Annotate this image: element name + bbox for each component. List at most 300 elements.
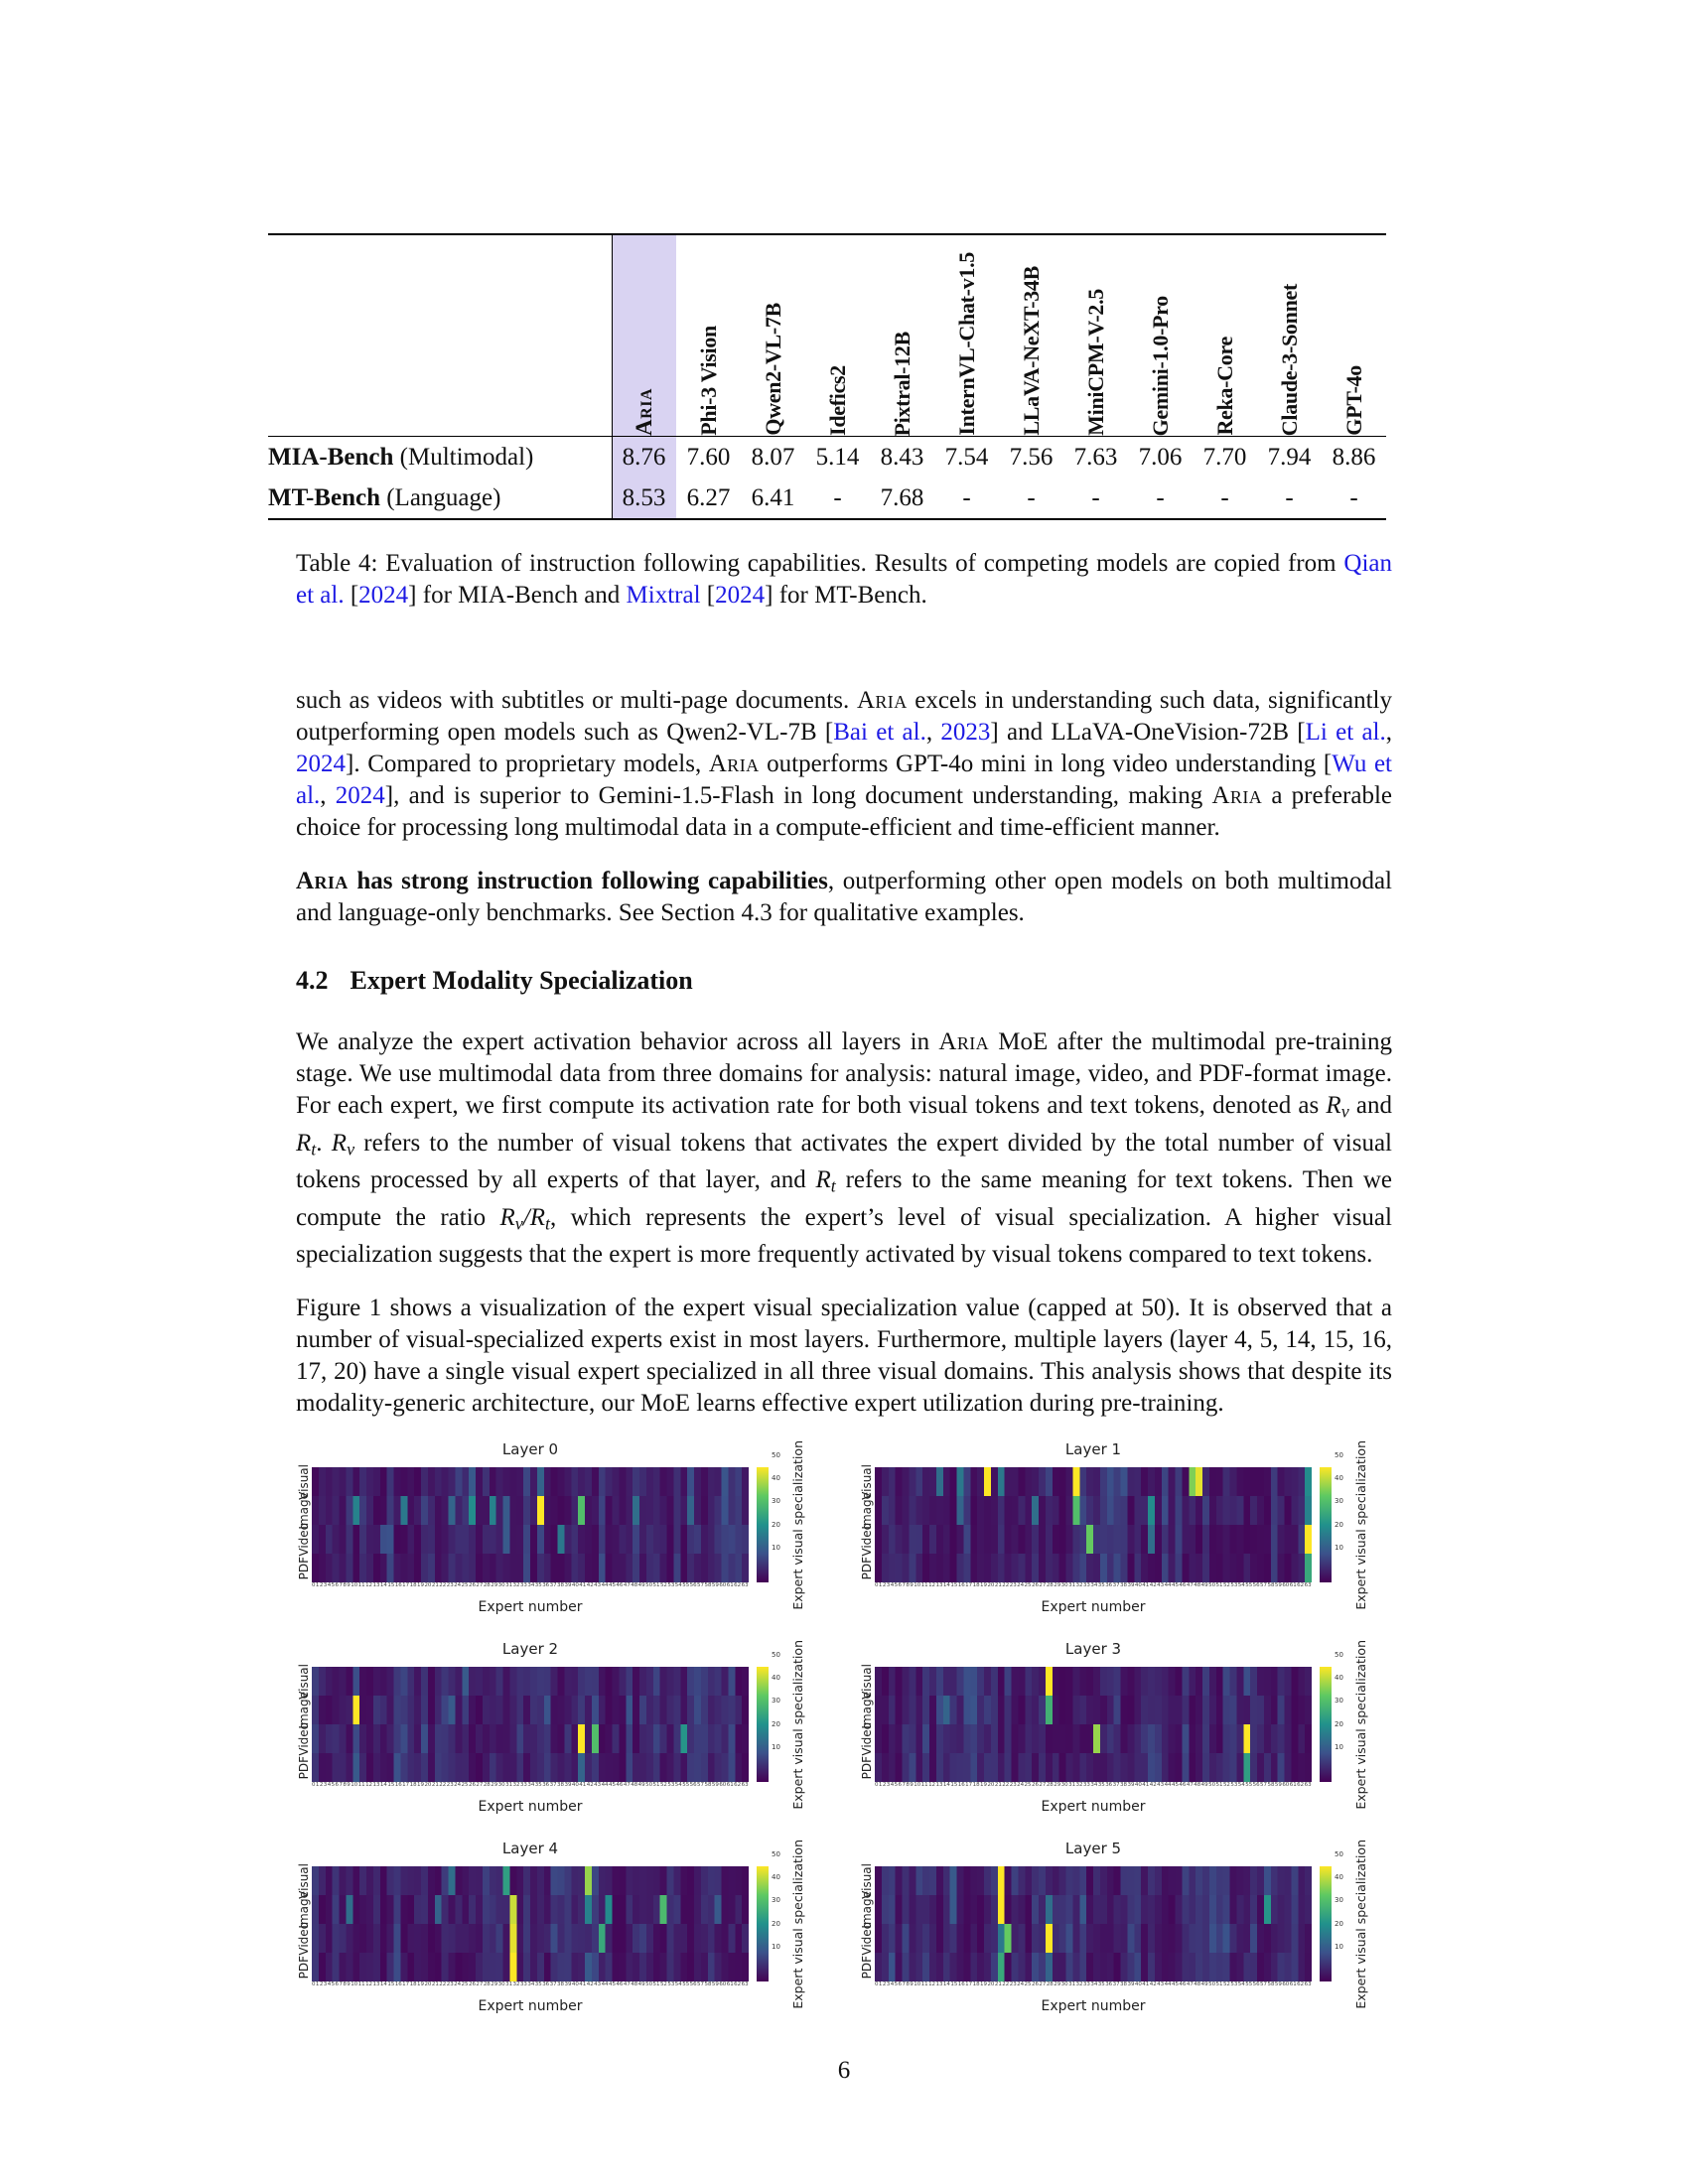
x-tick: 60: [1282, 1981, 1290, 1987]
citation-link[interactable]: Mixtral: [626, 582, 701, 609]
x-tick: 30: [1060, 1582, 1068, 1588]
text-segment: [: [344, 582, 359, 609]
x-tick: 12: [928, 1582, 936, 1588]
x-tick: 50: [645, 1582, 653, 1588]
x-tick: 57: [1260, 1981, 1268, 1987]
x-tick: 43: [594, 1981, 602, 1987]
x-tick: 6: [335, 1782, 340, 1788]
colorbar-tick-label: 10: [772, 1543, 780, 1552]
table-cell: 7.60: [686, 443, 731, 471]
x-tick: 10: [914, 1981, 921, 1987]
heatmap-panel: [859, 1433, 1392, 1623]
x-tick: 48: [631, 1782, 638, 1788]
text-segment: [: [700, 582, 716, 609]
colorbar-tick-label: 20: [772, 1520, 780, 1529]
y-tick-text: Image: [860, 1491, 874, 1530]
x-tick: 10: [351, 1782, 358, 1788]
x-tick: 17: [965, 1981, 973, 1987]
text-segment: Aria: [938, 1028, 990, 1055]
table-cell: 6.27: [686, 483, 731, 511]
colorbar-axis-text: Expert visual specialization: [790, 1839, 805, 2009]
table-vertical-rule: [612, 233, 613, 520]
x-tick: 63: [741, 1582, 749, 1588]
y-tick-label: [859, 1491, 875, 1530]
x-tick: 59: [1274, 1782, 1282, 1788]
y-tick-label: [296, 1953, 312, 1981]
x-tick: 1: [878, 1782, 883, 1788]
x-tick: 26: [468, 1582, 476, 1588]
x-tick: 18: [972, 1782, 980, 1788]
x-tick: 62: [1297, 1582, 1305, 1588]
colorbar-tick-label: 20: [1335, 1520, 1343, 1529]
y-tick-text: Video: [860, 1522, 874, 1557]
x-tick: 57: [697, 1981, 705, 1987]
x-tick: 54: [674, 1981, 682, 1987]
colorbar-gradient: [1320, 1467, 1332, 1582]
x-tick: 59: [711, 1981, 719, 1987]
y-tick-label: [296, 1921, 312, 1956]
x-tick: 55: [1245, 1782, 1253, 1788]
x-tick: 8: [343, 1782, 347, 1788]
x-tick: 47: [1186, 1582, 1194, 1588]
citation-link[interactable]: 2024: [715, 582, 766, 609]
citation-link[interactable]: Qian et al.: [296, 550, 1392, 609]
x-tick: 44: [1164, 1582, 1172, 1588]
colorbar-tick-label: 30: [1335, 1497, 1343, 1506]
x-tick: 5: [331, 1582, 336, 1588]
x-tick: 13: [372, 1981, 380, 1987]
colorbar-zone: [1320, 1839, 1389, 2009]
benchmark-name: MT-Bench: [268, 483, 380, 511]
text-segment: ]. Compared to proprietary models,: [346, 751, 709, 777]
colorbar-gradient: [1320, 1866, 1332, 1981]
colorbar-tick-label: 50: [1335, 1451, 1343, 1459]
y-tick-text: PDF: [860, 1755, 874, 1780]
panel-title: Layer 2: [501, 1640, 559, 1658]
x-tick: 60: [719, 1582, 727, 1588]
x-tick: 0: [875, 1981, 879, 1987]
x-tick: 10: [914, 1582, 921, 1588]
x-tick: 23: [446, 1582, 454, 1588]
x-tick: 34: [527, 1782, 535, 1788]
x-tick: 46: [616, 1782, 624, 1788]
x-tick: 44: [1164, 1782, 1172, 1788]
x-tick: 38: [557, 1981, 565, 1987]
x-tick: 15: [950, 1582, 958, 1588]
x-tick: 27: [476, 1782, 484, 1788]
x-tick: 3: [886, 1981, 891, 1987]
x-tick: 42: [1149, 1782, 1157, 1788]
x-tick: 40: [571, 1782, 579, 1788]
y-tick-label: [296, 1554, 312, 1582]
x-tick: 9: [347, 1582, 351, 1588]
x-tick: 11: [357, 1981, 365, 1987]
x-tick: 20: [987, 1981, 995, 1987]
text-segment: excels in understanding such data, significantly outperforming open models such as Qwen2-VL-7B [: [296, 687, 1392, 746]
x-tick: 53: [1230, 1782, 1238, 1788]
y-tick-text: Image: [297, 1491, 311, 1530]
x-tick: 7: [902, 1981, 906, 1987]
colorbar-tick-label: 10: [772, 1942, 780, 1951]
table4-body: [268, 437, 1386, 518]
x-tick: 7: [902, 1782, 906, 1788]
x-tick: 60: [719, 1782, 727, 1788]
x-tick: 35: [1097, 1981, 1105, 1987]
column-header-label: Phi-3 Vision: [695, 326, 721, 436]
citation-link[interactable]: 2024: [358, 582, 409, 609]
x-tick: 6: [898, 1981, 903, 1987]
x-tick: 50: [645, 1981, 653, 1987]
column-header-label: Gemini-1.0-Pro: [1147, 295, 1173, 436]
x-tick: 51: [1215, 1782, 1223, 1788]
citation-link[interactable]: 2024: [335, 782, 385, 809]
x-tick: 2: [882, 1582, 887, 1588]
x-tick: 39: [564, 1582, 572, 1588]
x-tick: 19: [980, 1782, 988, 1788]
table-cell: -: [1220, 483, 1229, 511]
citation-link[interactable]: 2023: [940, 719, 991, 746]
citation-link[interactable]: 2024: [296, 751, 346, 777]
x-tick: 63: [741, 1782, 749, 1788]
x-tick: 37: [549, 1782, 557, 1788]
x-tick: 12: [928, 1782, 936, 1788]
x-tick: 54: [1237, 1582, 1245, 1588]
table-bottom-rule: [268, 518, 1386, 520]
x-tick-labels: [875, 1582, 1312, 1589]
x-axis-label: Expert number: [1041, 1998, 1146, 2014]
text-segment: .: [316, 1129, 332, 1157]
x-tick: 31: [1068, 1782, 1076, 1788]
text-segment: such as videos with subtitles or multi-page documents.: [296, 687, 857, 714]
x-tick: 0: [312, 1782, 316, 1788]
text-segment: R: [815, 1166, 831, 1193]
text-segment: ,: [320, 782, 336, 809]
x-tick: 63: [741, 1981, 749, 1987]
text-segment: We analyze the expert activation behavior across all layers in: [296, 1028, 939, 1055]
x-tick: 9: [347, 1981, 351, 1987]
text-segment: Aria: [856, 687, 908, 714]
x-tick: 43: [594, 1782, 602, 1788]
table4-header-row: [612, 235, 1386, 436]
x-tick: 35: [534, 1582, 542, 1588]
table4-column-header: [999, 235, 1063, 436]
x-tick: 10: [351, 1582, 358, 1588]
colorbar-axis-label: [1345, 1439, 1377, 1610]
text-segment: refers to the number of visual tokens that activates the expert divided by the total number of visual tokens processed by all experts of that layer, and: [296, 1129, 1393, 1193]
colorbar-tick-label: 40: [1335, 1873, 1343, 1882]
heatmap-panel: [859, 1633, 1392, 1823]
x-tick: 13: [372, 1582, 380, 1588]
x-tick: 63: [1304, 1782, 1312, 1788]
x-tick: 36: [542, 1981, 550, 1987]
y-tick-text: Image: [297, 1691, 311, 1729]
x-tick: 46: [1179, 1782, 1187, 1788]
text-segment: t: [830, 1175, 836, 1196]
y-axis-labels: [859, 1862, 875, 1981]
x-tick: 53: [667, 1981, 675, 1987]
x-tick: 1: [315, 1582, 320, 1588]
x-tick: 23: [1009, 1582, 1017, 1588]
x-tick: 36: [542, 1582, 550, 1588]
y-tick-label: [296, 1691, 312, 1729]
colorbar-tick-label: 40: [772, 1474, 780, 1483]
y-axis-labels: [296, 1663, 312, 1782]
citation-link[interactable]: Bai et al.: [833, 719, 926, 746]
x-tick: 18: [409, 1582, 417, 1588]
x-tick: 42: [1149, 1981, 1157, 1987]
colorbar-tick-label: 30: [772, 1697, 780, 1706]
x-tick: 31: [1068, 1981, 1076, 1987]
x-tick: 4: [890, 1782, 895, 1788]
table4-column-header: [805, 235, 870, 436]
x-tick: 61: [1289, 1981, 1297, 1987]
x-tick: 20: [424, 1782, 432, 1788]
table-cell: -: [833, 483, 842, 511]
x-tick: 0: [875, 1582, 879, 1588]
colorbar-tick-label: 20: [772, 1719, 780, 1728]
x-tick: 32: [1075, 1981, 1083, 1987]
y-tick-label: [859, 1691, 875, 1729]
section-title: Expert Modality Specialization: [350, 966, 693, 995]
x-tick: 22: [439, 1582, 447, 1588]
x-tick: 17: [965, 1782, 973, 1788]
colorbar-zone: [1320, 1639, 1389, 1810]
x-tick: 6: [898, 1782, 903, 1788]
y-tick-label: [859, 1721, 875, 1756]
x-tick: 27: [1039, 1782, 1047, 1788]
colorbar-gradient: [1320, 1667, 1332, 1782]
x-tick: 36: [1105, 1782, 1113, 1788]
paragraph-instruction-following: [296, 866, 1392, 929]
x-tick: 39: [564, 1782, 572, 1788]
x-tick: 32: [512, 1582, 520, 1588]
x-tick: 60: [1282, 1782, 1290, 1788]
colorbar-axis-label: [1345, 1639, 1377, 1810]
table-cell: 8.07: [751, 443, 795, 471]
heatmap-panel: [859, 1833, 1392, 2022]
colorbar-tick-label: 30: [1335, 1697, 1343, 1706]
x-tick: 17: [402, 1582, 410, 1588]
x-tick: 41: [1142, 1782, 1150, 1788]
x-tick: 52: [1222, 1582, 1230, 1588]
x-tick: 27: [1039, 1582, 1047, 1588]
text-segment: ], and is superior to Gemini-1.5-Flash in long document understanding, making: [384, 782, 1212, 809]
y-tick-text: Visual: [860, 1663, 874, 1700]
row-label: [268, 444, 612, 472]
colorbar-tick-label: 10: [1335, 1942, 1343, 1951]
x-tick: 30: [497, 1981, 505, 1987]
x-tick: 44: [601, 1981, 609, 1987]
x-tick-labels: [875, 1782, 1312, 1789]
x-tick: 19: [980, 1582, 988, 1588]
x-tick: 5: [894, 1582, 899, 1588]
y-tick-text: Visual: [860, 1862, 874, 1899]
x-tick: 50: [1208, 1782, 1216, 1788]
heatmap-canvas: [312, 1866, 749, 1981]
x-tick: 62: [1297, 1782, 1305, 1788]
text-segment: /: [522, 1203, 530, 1231]
x-tick: 45: [1171, 1782, 1179, 1788]
paragraph-expert-activation: [296, 1026, 1392, 1271]
x-axis-label: Expert number: [478, 1799, 583, 1815]
x-tick: 24: [454, 1782, 462, 1788]
benchmark-name: MIA-Bench: [268, 443, 394, 471]
x-tick: 62: [734, 1981, 742, 1987]
x-tick: 22: [1002, 1782, 1010, 1788]
x-tick: 18: [409, 1782, 417, 1788]
x-tick: 15: [387, 1981, 395, 1987]
x-tick: 61: [726, 1782, 734, 1788]
y-tick-label: [859, 1890, 875, 1929]
y-tick-label: [859, 1554, 875, 1582]
x-tick: 14: [942, 1582, 950, 1588]
x-tick: 11: [357, 1782, 365, 1788]
heatmap-canvas: [312, 1467, 749, 1582]
x-tick: 28: [483, 1981, 491, 1987]
colorbar-tick-label: 40: [1335, 1674, 1343, 1683]
x-tick: 45: [1171, 1582, 1179, 1588]
table-cell: 8.76: [622, 443, 666, 471]
table-cell: 7.54: [944, 443, 989, 471]
x-tick: 21: [431, 1582, 439, 1588]
paragraph-long-multimodal: [296, 685, 1392, 844]
x-tick: 58: [1267, 1582, 1275, 1588]
table-cell: -: [1091, 483, 1100, 511]
x-tick: 2: [319, 1981, 324, 1987]
y-tick-label: [296, 1890, 312, 1929]
x-tick: 51: [652, 1782, 660, 1788]
x-tick: 22: [1002, 1981, 1010, 1987]
x-tick: 52: [1222, 1782, 1230, 1788]
x-tick: 12: [365, 1582, 373, 1588]
x-tick: 37: [549, 1981, 557, 1987]
column-header-label: LLaVA-NeXT-34B: [1018, 266, 1044, 436]
x-tick: 17: [402, 1782, 410, 1788]
heatmap-canvas: [312, 1667, 749, 1782]
x-tick: 49: [1200, 1782, 1208, 1788]
colorbar-tick-label: 50: [1335, 1850, 1343, 1858]
table-cell: 7.06: [1138, 443, 1183, 471]
x-tick: 10: [914, 1782, 921, 1788]
x-tick: 41: [579, 1782, 587, 1788]
table-cell: 7.94: [1267, 443, 1312, 471]
x-tick: 35: [534, 1782, 542, 1788]
citation-link[interactable]: Wu et al.: [296, 751, 1393, 809]
heatmap-canvas: [875, 1667, 1312, 1782]
x-tick: 52: [659, 1782, 667, 1788]
text-segment: outperforms GPT-4o mini in long video understanding [: [759, 751, 1333, 777]
x-tick: 7: [339, 1981, 343, 1987]
table4-column-header: [1257, 235, 1322, 436]
colorbar-tick-label: 30: [772, 1497, 780, 1506]
x-tick: 32: [512, 1782, 520, 1788]
citation-link[interactable]: Li et al.: [1305, 719, 1386, 746]
x-tick: 16: [957, 1782, 965, 1788]
text-segment: Aria: [708, 751, 760, 777]
x-tick: 7: [902, 1582, 906, 1588]
x-tick: 42: [586, 1582, 594, 1588]
table-cell: 6.41: [751, 483, 795, 511]
x-tick: 36: [1105, 1981, 1113, 1987]
table-cell: 7.68: [880, 483, 924, 511]
x-tick: 25: [1024, 1582, 1032, 1588]
text-segment: R: [331, 1129, 348, 1157]
x-tick: 5: [331, 1981, 336, 1987]
x-tick: 39: [1127, 1981, 1135, 1987]
x-tick: 32: [1075, 1582, 1083, 1588]
panel-title: Layer 4: [501, 1840, 559, 1857]
x-tick: 58: [704, 1981, 712, 1987]
colorbar-zone: [757, 1839, 826, 2009]
x-tick: 37: [1112, 1782, 1120, 1788]
x-tick: 47: [623, 1782, 631, 1788]
table4: [268, 233, 1386, 520]
x-tick: 46: [616, 1981, 624, 1987]
y-tick-label: [859, 1921, 875, 1956]
colorbar-axis-text: Expert visual specialization: [790, 1439, 805, 1610]
colorbar-tick-label: 50: [772, 1651, 780, 1659]
text-segment: R: [529, 1203, 546, 1231]
x-tick: 26: [1031, 1782, 1039, 1788]
x-tick: 26: [468, 1981, 476, 1987]
x-tick: 35: [1097, 1582, 1105, 1588]
x-tick: 25: [1024, 1782, 1032, 1788]
column-header-label: Aria: [632, 388, 656, 436]
y-tick-text: Image: [297, 1890, 311, 1929]
heatmap-panel: [296, 1433, 829, 1623]
x-tick: 14: [379, 1582, 387, 1588]
x-tick: 15: [387, 1782, 395, 1788]
x-tick: 8: [343, 1981, 347, 1987]
x-tick: 22: [439, 1981, 447, 1987]
x-tick: 52: [659, 1981, 667, 1987]
x-tick: 24: [454, 1981, 462, 1987]
x-tick: 37: [1112, 1981, 1120, 1987]
x-tick: 52: [659, 1582, 667, 1588]
table-cell: 8.86: [1332, 443, 1376, 471]
x-tick: 23: [446, 1981, 454, 1987]
x-tick: 21: [431, 1981, 439, 1987]
x-tick: 21: [994, 1582, 1002, 1588]
x-tick: 29: [1054, 1582, 1061, 1588]
colorbar-tick-label: 40: [772, 1873, 780, 1882]
y-tick-text: Video: [860, 1921, 874, 1956]
x-tick: 55: [682, 1981, 690, 1987]
y-tick-text: PDF: [297, 1556, 311, 1580]
x-tick: 62: [734, 1782, 742, 1788]
x-tick: 53: [1230, 1582, 1238, 1588]
row-label: [268, 484, 612, 512]
table4-column-header: [1128, 235, 1193, 436]
x-tick: 37: [1112, 1582, 1120, 1588]
column-header-label: GPT-4o: [1340, 365, 1366, 436]
table4-column-header: [612, 235, 676, 436]
colorbar-tick-label: 30: [772, 1896, 780, 1905]
text-segment: and: [1348, 1092, 1392, 1119]
x-tick: 63: [1304, 1981, 1312, 1987]
x-tick: 1: [315, 1981, 320, 1987]
x-tick: 49: [1200, 1981, 1208, 1987]
heatmap-panel: [296, 1633, 829, 1823]
x-tick: 6: [335, 1582, 340, 1588]
x-tick: 19: [417, 1782, 425, 1788]
x-tick: 38: [557, 1782, 565, 1788]
colorbar-tick-label: 10: [1335, 1742, 1343, 1751]
x-tick: 29: [1054, 1981, 1061, 1987]
x-tick: 49: [637, 1582, 645, 1588]
x-tick: 41: [579, 1582, 587, 1588]
table-cell: 5.14: [815, 443, 860, 471]
